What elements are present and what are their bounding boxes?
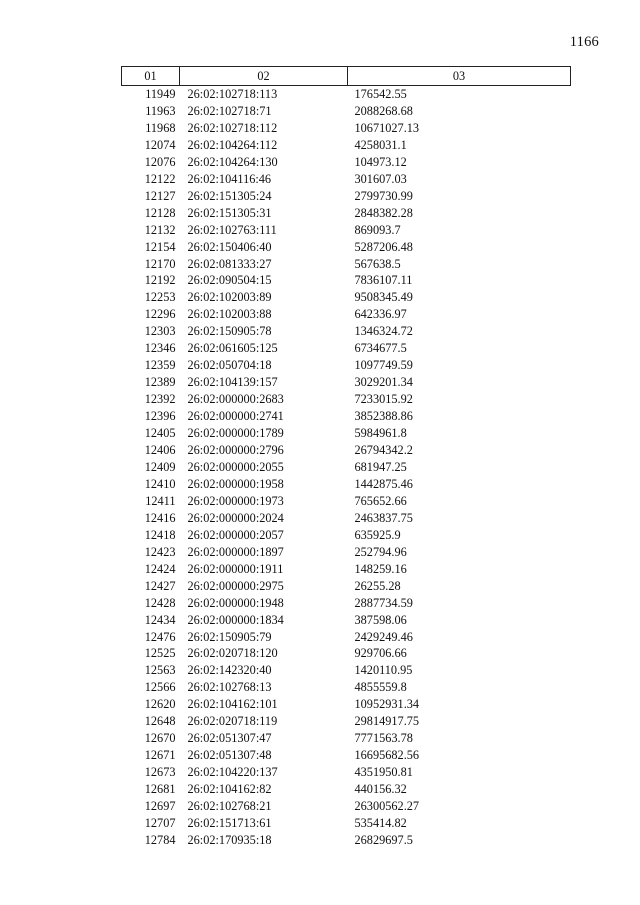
cell-01: 12296 <box>144 307 176 322</box>
cell-03: 26300562.27 <box>354 799 420 814</box>
cell-02: 26:02:000000:2741 <box>187 409 284 424</box>
cell-03: 765652.66 <box>354 493 407 508</box>
cell-03: 2463837.75 <box>354 510 413 525</box>
cell-02: 26:02:020718:119 <box>187 714 278 729</box>
cell-01: 12410 <box>144 476 176 491</box>
cell-01: 12673 <box>144 765 176 780</box>
column-header-01: 01 <box>122 67 180 86</box>
cell-01: 12681 <box>144 782 176 797</box>
cell-01: 12476 <box>144 629 176 644</box>
table-row <box>122 696 571 713</box>
cell-02: 26:02:102768:21 <box>187 799 272 814</box>
table-row <box>122 679 571 696</box>
cell-03: 4351950.81 <box>354 765 413 780</box>
cell-02: 26:02:150406:40 <box>187 239 272 254</box>
cell-01: 12424 <box>144 561 176 576</box>
cell-03: 252794.96 <box>354 544 407 559</box>
cell-02: 26:02:000000:1897 <box>187 544 284 559</box>
cell-03: 567638.5 <box>354 256 401 271</box>
cell-03: 9508345.49 <box>354 290 413 305</box>
table-row <box>122 629 571 646</box>
cell-02: 26:02:104162:82 <box>187 782 272 797</box>
table-row <box>122 154 571 171</box>
cell-03: 3029201.34 <box>354 375 413 390</box>
cell-03: 6734677.5 <box>354 341 407 356</box>
cell-03: 642336.97 <box>354 307 407 322</box>
cell-02: 26:02:000000:2975 <box>187 578 284 593</box>
cell-01: 12154 <box>144 239 176 254</box>
table-row <box>122 662 571 679</box>
cell-02: 26:02:000000:1948 <box>187 595 284 610</box>
table-row <box>122 527 571 544</box>
cell-02: 26:02:104220:137 <box>187 765 278 780</box>
cell-01: 12525 <box>144 646 176 661</box>
cell-01: 12423 <box>144 544 176 559</box>
cell-02: 26:02:151305:24 <box>187 188 272 203</box>
table-row <box>122 120 571 137</box>
table-row <box>122 578 571 595</box>
cell-03: 29814917.75 <box>354 714 420 729</box>
table-row <box>122 510 571 527</box>
column-header-03: 03 <box>348 67 571 86</box>
table-row <box>122 798 571 815</box>
cell-03: 869093.7 <box>354 222 401 237</box>
cell-01: 12418 <box>144 527 176 542</box>
cell-02: 26:02:142320:40 <box>187 663 272 678</box>
cell-01: 12132 <box>144 222 176 237</box>
cell-01: 12122 <box>144 171 176 186</box>
cell-02: 26:02:061605:125 <box>187 341 278 356</box>
cell-01: 12127 <box>144 188 176 203</box>
cell-01: 12620 <box>144 697 176 712</box>
table-row <box>122 323 571 340</box>
cell-01: 12389 <box>144 375 176 390</box>
cell-01: 12784 <box>144 832 176 847</box>
table-row <box>122 103 571 120</box>
cell-03: 2799730.99 <box>354 188 413 203</box>
table-row <box>122 730 571 747</box>
cell-03: 929706.66 <box>354 646 407 661</box>
cell-02: 26:02:000000:2796 <box>187 443 284 458</box>
cell-02: 26:02:051307:48 <box>187 748 272 763</box>
table-row <box>122 222 571 239</box>
table-row <box>122 256 571 273</box>
cell-03: 2848382.28 <box>354 205 413 220</box>
table-row <box>122 86 571 103</box>
cell-02: 26:02:020718:120 <box>187 646 278 661</box>
table-row <box>122 544 571 561</box>
cell-01: 11968 <box>145 120 176 135</box>
cell-02: 26:02:000000:1973 <box>187 493 284 508</box>
table-row <box>122 188 571 205</box>
cell-03: 26829697.5 <box>354 832 413 847</box>
cell-01: 12434 <box>144 612 176 627</box>
table-row <box>122 137 571 154</box>
table-row <box>122 713 571 730</box>
cell-01: 11949 <box>145 87 176 101</box>
cell-03: 4855559.8 <box>354 680 407 695</box>
table-row <box>122 357 571 374</box>
table-row <box>122 425 571 442</box>
cell-01: 12192 <box>144 273 176 288</box>
table-row <box>122 391 571 408</box>
cell-03: 2429249.46 <box>354 629 413 644</box>
cell-01: 12396 <box>144 409 176 424</box>
table-row <box>122 815 571 832</box>
cell-01: 12648 <box>144 714 176 729</box>
cell-03: 10952931.34 <box>354 697 420 712</box>
cell-01: 12359 <box>144 358 176 373</box>
cell-01: 12392 <box>144 392 176 407</box>
cell-03: 148259.16 <box>354 561 407 576</box>
cell-02: 26:02:102718:112 <box>187 120 278 135</box>
table-row <box>122 493 571 510</box>
cell-02: 26:02:000000:2683 <box>187 392 284 407</box>
cell-01: 12416 <box>144 510 176 525</box>
column-header-02: 02 <box>180 67 348 86</box>
table-row <box>122 747 571 764</box>
table-row <box>122 272 571 289</box>
header-row <box>122 67 571 86</box>
table-row <box>122 764 571 781</box>
cell-03: 1420110.95 <box>354 663 413 678</box>
cell-02: 26:02:000000:1834 <box>187 612 284 627</box>
table-row <box>122 408 571 425</box>
cell-01: 12128 <box>144 205 176 220</box>
cell-03: 1442875.46 <box>354 476 413 491</box>
cell-01: 12411 <box>145 493 176 508</box>
cell-03: 635925.9 <box>354 527 401 542</box>
cell-02: 26:02:151713:61 <box>187 815 272 830</box>
table-row <box>122 205 571 222</box>
table-row <box>122 239 571 256</box>
cell-02: 26:02:170935:18 <box>187 832 272 847</box>
cell-03: 4258031.1 <box>354 137 407 152</box>
cell-02: 26:02:000000:2024 <box>187 510 284 525</box>
table-row <box>122 561 571 578</box>
table-row <box>122 595 571 612</box>
cell-03: 1097749.59 <box>354 358 413 373</box>
table-row <box>122 306 571 323</box>
cell-03: 26255.28 <box>354 578 401 593</box>
cell-03: 2887734.59 <box>354 595 413 610</box>
cell-02: 26:02:000000:1958 <box>187 476 284 491</box>
table-row <box>122 374 571 391</box>
cell-01: 12697 <box>144 799 176 814</box>
cell-02: 26:02:104264:112 <box>187 137 278 152</box>
cell-01: 11963 <box>145 103 176 118</box>
cell-01: 12428 <box>144 595 176 610</box>
cell-03: 1346324.72 <box>354 324 413 339</box>
cell-01: 12406 <box>144 443 176 458</box>
cell-03: 681947.25 <box>354 459 407 474</box>
table-row <box>122 442 571 459</box>
cell-03: 535414.82 <box>354 815 407 830</box>
cell-02: 26:02:102768:13 <box>187 680 272 695</box>
cell-02: 26:02:081333:27 <box>187 256 272 271</box>
table-row <box>122 171 571 188</box>
cell-01: 12405 <box>144 426 176 441</box>
cell-02: 26:02:104116:46 <box>187 171 272 186</box>
cell-03: 2088268.68 <box>354 103 413 118</box>
cell-02: 26:02:150905:78 <box>187 324 272 339</box>
cell-02: 26:02:050704:18 <box>187 358 272 373</box>
cell-03: 7836107.11 <box>354 273 413 288</box>
cell-02: 26:02:090504:15 <box>187 273 272 288</box>
table-row <box>122 476 571 493</box>
table-row <box>122 289 571 306</box>
cell-03: 301607.03 <box>354 171 407 186</box>
cell-03: 26794342.2 <box>354 443 413 458</box>
table-row <box>122 612 571 629</box>
cell-01: 12563 <box>144 663 176 678</box>
cell-02: 26:02:000000:1789 <box>187 426 284 441</box>
cell-02: 26:02:000000:2055 <box>187 459 284 474</box>
cell-01: 12566 <box>144 680 176 695</box>
cell-03: 440156.32 <box>354 782 407 797</box>
cell-03: 5984961.8 <box>354 426 407 441</box>
table-row <box>122 832 571 849</box>
cell-01: 12076 <box>144 154 176 169</box>
cell-01: 12427 <box>144 578 176 593</box>
cell-03: 176542.55 <box>354 87 407 101</box>
table-row <box>122 645 571 662</box>
cell-03: 10671027.13 <box>354 120 420 135</box>
cell-01: 12074 <box>144 137 176 152</box>
cell-02: 26:02:150905:79 <box>187 629 272 644</box>
cell-02: 26:02:104139:157 <box>187 375 278 390</box>
cell-01: 12670 <box>144 731 176 746</box>
cell-01: 12253 <box>144 290 176 305</box>
cell-02: 26:02:102003:88 <box>187 307 272 322</box>
cell-01: 12409 <box>144 459 176 474</box>
table-row <box>122 340 571 357</box>
cell-02: 26:02:000000:2057 <box>187 527 284 542</box>
table-row <box>122 781 571 798</box>
cell-03: 16695682.56 <box>354 748 420 763</box>
table-row <box>122 459 571 476</box>
cell-01: 12346 <box>144 341 176 356</box>
cell-01: 12671 <box>144 748 176 763</box>
cell-02: 26:02:104162:101 <box>187 697 278 712</box>
cell-02: 26:02:000000:1911 <box>187 561 284 576</box>
cell-02: 26:02:102718:71 <box>187 103 272 118</box>
cell-01: 12707 <box>144 815 176 830</box>
cell-03: 7233015.92 <box>354 392 413 407</box>
cell-03: 7771563.78 <box>354 731 413 746</box>
cell-03: 5287206.48 <box>354 239 413 254</box>
cell-03: 104973.12 <box>354 154 407 169</box>
cell-01: 12303 <box>144 324 176 339</box>
cell-02: 26:02:102003:89 <box>187 290 272 305</box>
cell-02: 26:02:102718:113 <box>187 87 278 101</box>
table-body <box>122 86 571 849</box>
cell-03: 387598.06 <box>354 612 407 627</box>
cell-02: 26:02:051307:47 <box>187 731 272 746</box>
cell-02: 26:02:104264:130 <box>187 154 278 169</box>
table-header <box>122 67 571 86</box>
cell-02: 26:02:102763:111 <box>187 222 277 237</box>
cell-03: 3852388.86 <box>354 409 413 424</box>
cell-01: 12170 <box>144 256 176 271</box>
page-number: 1166 <box>569 34 599 50</box>
data-table <box>121 66 571 849</box>
cell-02: 26:02:151305:31 <box>187 205 272 220</box>
